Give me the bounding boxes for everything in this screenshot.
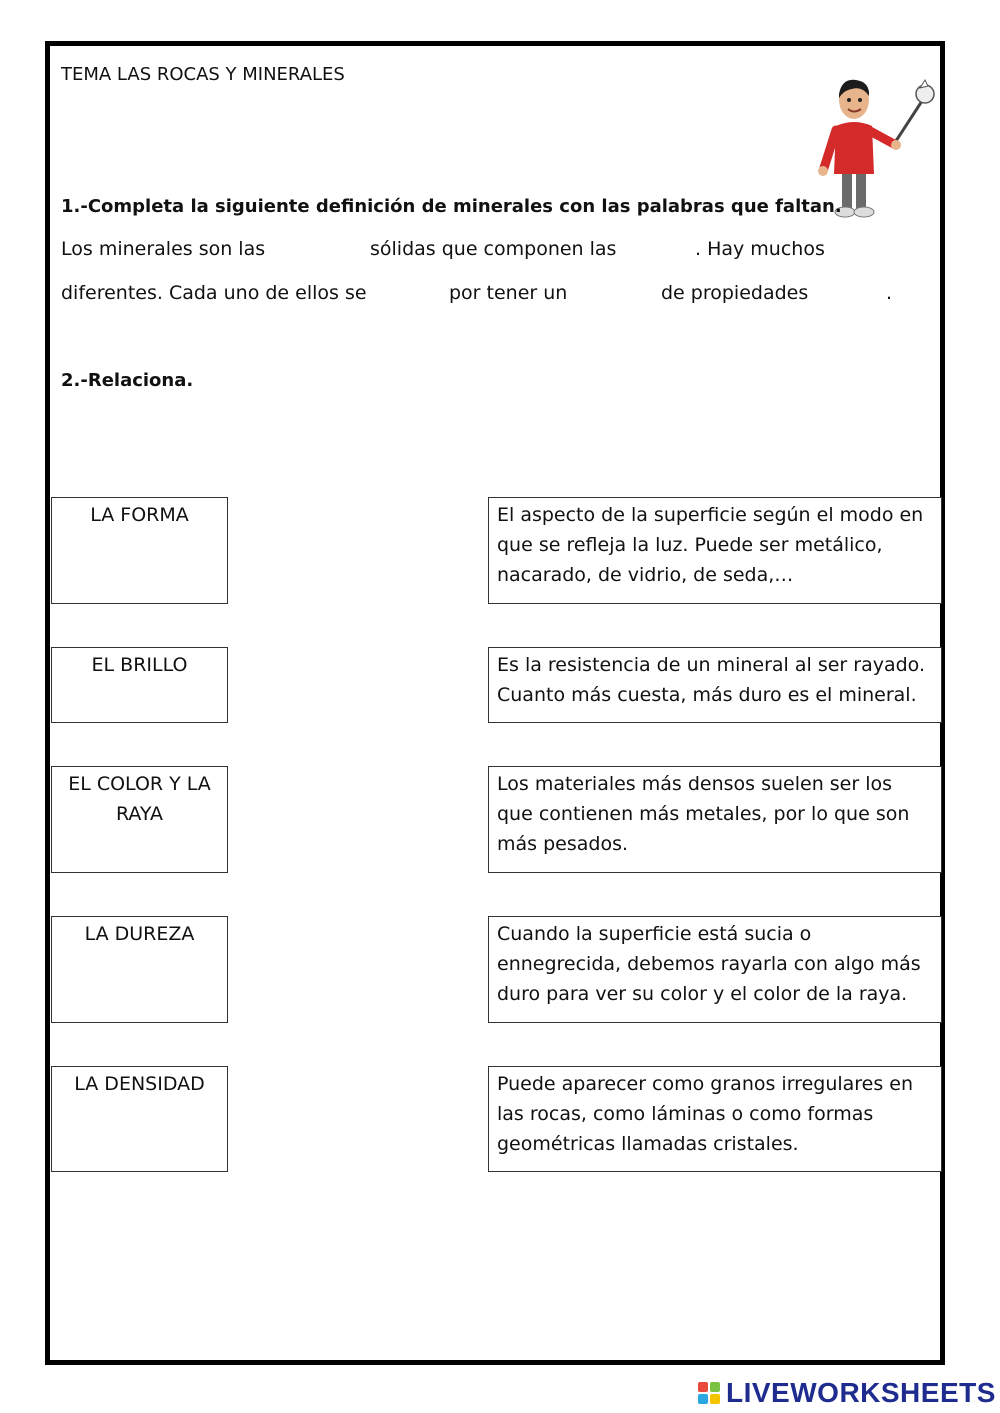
definition-line-2-part-2: por tener un xyxy=(449,282,568,304)
match-right-text: Los materiales más densos suelen ser los que contienen más metales, por lo que son más pesados. xyxy=(497,773,910,855)
match-right-item[interactable] xyxy=(488,647,942,723)
definition-line-2-part-3: de propiedades xyxy=(661,282,809,304)
match-left-item[interactable] xyxy=(51,916,228,1023)
match-left-label: LA FORMA xyxy=(90,504,189,526)
definition-line-2-period: . xyxy=(886,282,893,304)
blank-input-6[interactable] xyxy=(806,282,884,308)
match-left-label: LA DUREZA xyxy=(84,923,195,945)
definition-line-2-part-1: diferentes. Cada uno de ellos se xyxy=(61,282,367,304)
match-right-item[interactable] xyxy=(488,1066,942,1172)
question-1-title: 1.-Completa la siguiente definición de minerales con las palabras que faltan. xyxy=(61,196,842,217)
match-left-label: LA DENSIDAD xyxy=(74,1073,205,1095)
match-left-item[interactable] xyxy=(51,497,228,604)
blank-input-3[interactable] xyxy=(824,238,924,264)
blank-input-2[interactable] xyxy=(606,238,694,264)
match-right-text: Puede aparecer como granos irregulares en las rocas, como láminas o como formas geométricas llamadas cristales. xyxy=(497,1073,914,1155)
definition-line-1-part-1: Los minerales son las xyxy=(61,238,266,260)
blank-input-1[interactable] xyxy=(262,238,366,264)
logo-text: LIVEWORKSHEETS xyxy=(726,1377,996,1408)
match-right-text: Cuando la superficie está sucia o ennegrecida, debemos rayarla con algo más duro para ver su color y el color de la raya. xyxy=(497,923,921,1005)
match-left-item[interactable] xyxy=(51,1066,228,1172)
liveworksheets-logo-icon xyxy=(698,1382,720,1404)
match-right-item[interactable] xyxy=(488,916,942,1023)
definition-line-1-part-3: . Hay muchos xyxy=(695,238,825,260)
match-left-item[interactable] xyxy=(51,766,228,873)
worksheet-title: TEMA LAS ROCAS Y MINERALES xyxy=(61,64,345,85)
match-right-item[interactable] xyxy=(488,497,942,604)
question-2-title: 2.-Relaciona. xyxy=(61,370,194,391)
match-left-item[interactable] xyxy=(51,647,228,723)
definition-line-1-part-2: sólidas que componen las xyxy=(370,238,617,260)
match-right-text: Es la resistencia de un mineral al ser rayado. Cuanto más cuesta, más duro es el mineral. xyxy=(497,654,925,706)
match-left-label: EL COLOR Y LA RAYA xyxy=(68,773,211,825)
blank-input-5[interactable] xyxy=(570,282,656,308)
blank-input-4[interactable] xyxy=(362,282,446,308)
match-left-label: EL BRILLO xyxy=(91,654,188,676)
match-right-text: El aspecto de la superficie según el modo en que se refleja la luz. Puede ser metálico, nacarado, de vidrio, de seda,… xyxy=(497,504,924,586)
match-right-item[interactable] xyxy=(488,766,942,873)
liveworksheets-logo xyxy=(698,1376,996,1410)
